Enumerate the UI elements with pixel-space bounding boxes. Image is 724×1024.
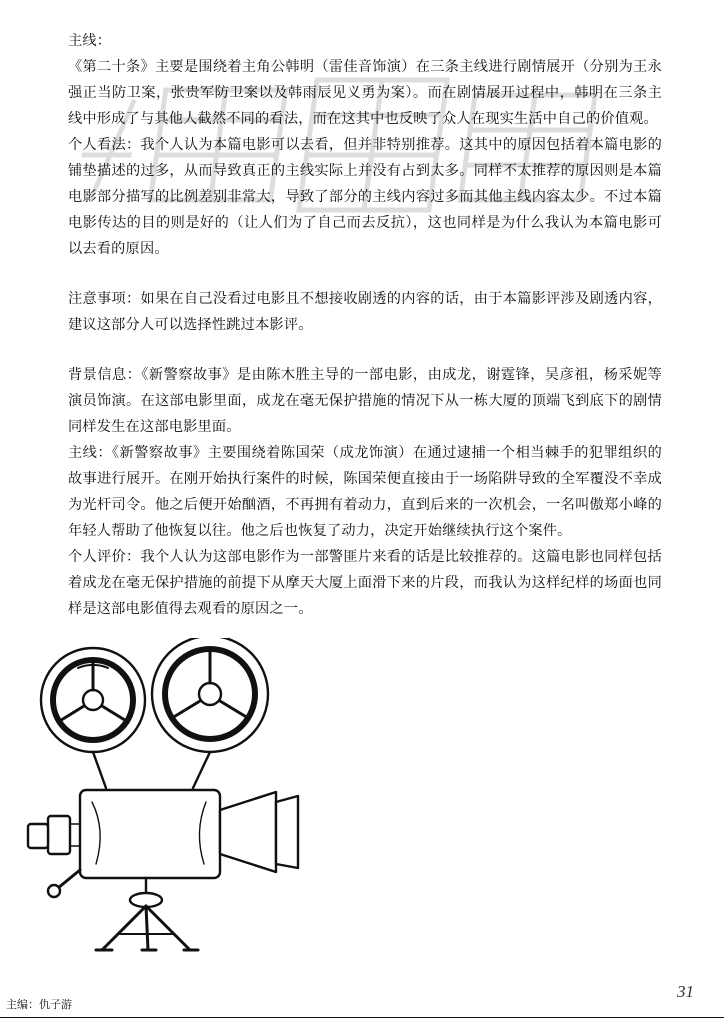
paragraph: 《第二十条》主要是围绕着主角公韩明（雷佳音饰演）在三条主线进行剧情展开（分别为王永强正当防卫案，张贵军防卫案以及韩雨辰见义勇为案）。而在剧情展开过程中，韩明在三条主线中形成了与其他人截然不同的看法，而在这其中也反映了众人在现实生活中自己的价值观。 [68, 59, 662, 127]
film-projector-illustration [18, 638, 378, 958]
paragraph: 注意事项：如果在自己没看过电影且不想接收剧透的内容的话，由于本篇影评涉及剧透内容，建议这部分人可以选择性跳过本影评。 [68, 291, 662, 333]
paragraph: 背景信息：《新警察故事》是由陈木胜主导的一部电影，由成龙，谢霆锋，吴彦祖，杨采妮等演员饰演。在这部电影里面，成龙在毫无保护措施的情况下从一栋大厦的顶端飞到底下的剧情同样发生在这部电影里面。 [68, 367, 662, 435]
page-number: 31 [677, 982, 694, 1001]
paragraph: 个人评价：我个人认为这部电影作为一部警匪片来看的话是比较推荐的。这篇电影也同样包括着成龙在毫无保护措施的前提下从摩天大厦上面滑下来的片段，而我认为这样纪样的场面也同样是这部电影值得去观看的原因之一。 [68, 549, 662, 617]
section-main-line-1 [68, 28, 662, 262]
editor-label: 主编：仇子游 [6, 999, 72, 1011]
paragraph: 个人看法：我个人认为本篇电影可以去看，但并非特别推荐。这其中的原因包括着本篇电影的铺垫描述的过多，从而导致真正的主线实际上并没有占到太多。同样不太推荐的原因则是本篇电影部分描写的比例差别非常大，导致了部分的主线内容过多而其他主线内容太少。不过本篇电影传达的目的则是好的（让人们为了自己而去反抗），这也同样是为什么我认为本篇电影可以去看的原因。 [68, 137, 662, 257]
paragraph: 主线：《新警察故事》主要围绕着陈国荣（成龙饰演）在通过逮捕一个相当棘手的犯罪组织的故事进行展开。在刚开始执行案件的时候，陈国荣便直接由于一场陷阱导致的全军覆没不幸成为光杆司令。他之后便开始酗酒，不再拥有着动力，直到后来的一次机会，一名叫傲郑小峰的年轻人帮助了他恢复以往。他之后也恢复了动力，决定开始继续执行这个案件。 [68, 445, 662, 539]
section-notice [68, 286, 662, 338]
paragraph-spacer [68, 338, 662, 362]
paragraph-spacer [68, 262, 662, 286]
section-new-police-story [68, 362, 662, 622]
paragraph: 主线： [68, 33, 112, 49]
footer-divider [0, 1017, 724, 1018]
